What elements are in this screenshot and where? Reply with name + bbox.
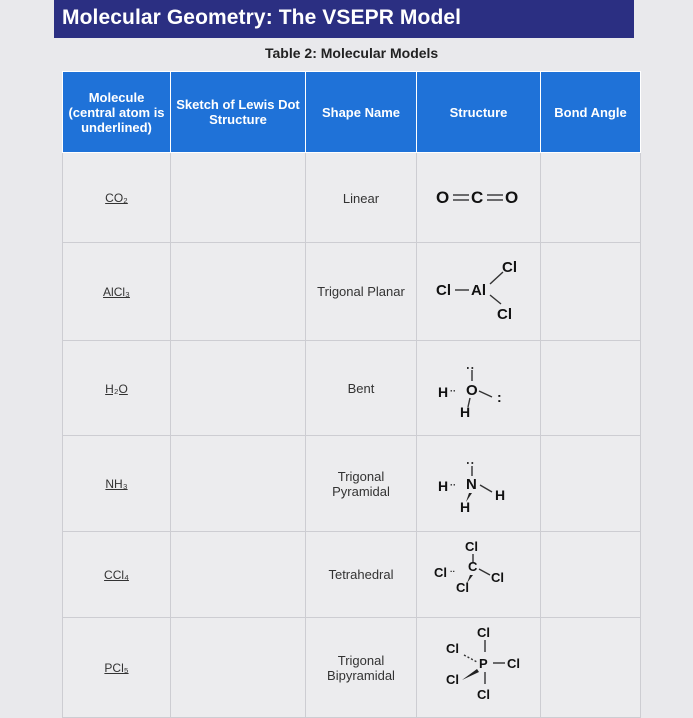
structure-cell [417, 618, 541, 718]
header-bond-angle: Bond Angle [541, 72, 641, 153]
atom-cl-left: Cl [435, 282, 451, 299]
atom-cl-bottom: Cl [496, 306, 512, 323]
molecule-ccl4: CCl₄ [104, 568, 129, 582]
svg-text::: : [463, 461, 478, 465]
structure-co2 [424, 176, 534, 216]
bond-angle-cell[interactable] [541, 243, 641, 341]
molecule-pcl5: PCl₅ [104, 661, 129, 675]
shape-bent: Bent [347, 381, 375, 396]
table-row-ccl4 [63, 532, 641, 618]
molecular-models-table [62, 71, 641, 718]
atom-cl-bottom: Cl [476, 687, 490, 702]
structure-nh3 [424, 444, 534, 520]
shape-trigonal-pyramidal: Trigonal Pyramidal [332, 468, 390, 499]
bond-angle-cell[interactable] [541, 153, 641, 243]
molecule-cell [63, 243, 171, 341]
svg-text::: : [496, 388, 502, 405]
atom-cl-bottom: Cl [455, 580, 469, 595]
shape-cell [306, 532, 417, 618]
shape-linear: Linear [342, 191, 380, 206]
table-row-co2 [63, 153, 641, 243]
atom-h-left: H [437, 383, 448, 400]
bond-angle-cell[interactable] [541, 618, 641, 718]
molecule-h2o: H₂O [105, 381, 128, 396]
structure-ccl4 [424, 535, 534, 611]
shape-cell [306, 153, 417, 243]
atom-h-right: H [494, 487, 505, 503]
svg-text:··: ·· [449, 567, 455, 576]
structure-cell [417, 436, 541, 532]
atom-cl-right: Cl [506, 656, 520, 671]
shape-cell [306, 436, 417, 532]
atom-p: P [478, 656, 488, 671]
shape-cell [306, 243, 417, 341]
atom-cl-upper-left: Cl [445, 641, 459, 656]
shape-cell [306, 618, 417, 718]
lewis-sketch-cell[interactable] [171, 436, 306, 532]
bond-angle-cell[interactable] [541, 341, 641, 436]
atom-cl-top: Cl [464, 539, 478, 554]
atom-c: C [467, 559, 477, 574]
atom-c: C [470, 188, 483, 207]
bond-angle-cell[interactable] [541, 532, 641, 618]
shape-trigonal-planar: Trigonal Planar [317, 284, 405, 299]
structure-cell [417, 532, 541, 618]
header-shape: Shape Name [306, 72, 417, 153]
lewis-sketch-cell[interactable] [171, 341, 306, 436]
molecule-cell [63, 532, 171, 618]
table-header-row [63, 72, 641, 153]
lewis-sketch-cell[interactable] [171, 243, 306, 341]
atom-h-bottom: H [459, 499, 470, 515]
structure-alcl3 [424, 252, 534, 328]
atom-o: O [465, 381, 478, 399]
atom-n: N [465, 476, 477, 493]
structure-cell [417, 243, 541, 341]
molecule-cell [63, 341, 171, 436]
atom-cl-top: Cl [501, 259, 517, 276]
atom-h-left: H [437, 478, 448, 494]
header-sketch: Sketch of Lewis Dot Structure [171, 72, 306, 153]
bond-angle-cell[interactable] [541, 436, 641, 532]
svg-text:··: ·· [449, 480, 456, 490]
atom-o-right: O [504, 188, 518, 207]
shape-trigonal-bipyramidal: Trigonal Bipyramidal [327, 652, 395, 683]
lewis-sketch-cell[interactable] [171, 532, 306, 618]
structure-pcl5 [424, 622, 534, 710]
atom-cl-right: Cl [490, 570, 504, 585]
atom-cl-lower-left: Cl [445, 672, 459, 687]
shape-tetrahedral: Tetrahedral [328, 567, 394, 582]
molecule-cell [63, 618, 171, 718]
header-molecule: Molecule (central atom is underlined) [63, 72, 171, 153]
shape-cell [306, 341, 417, 436]
structure-cell [417, 341, 541, 436]
molecule-nh3: NH₃ [105, 477, 128, 491]
molecule-cell [63, 436, 171, 532]
lewis-sketch-cell[interactable] [171, 618, 306, 718]
structure-h2o [424, 347, 534, 427]
atom-cl-left: Cl [433, 565, 447, 580]
atom-al: Al [470, 282, 486, 299]
atom-o-left: O [435, 188, 449, 207]
atom-cl-top: Cl [476, 625, 490, 640]
molecule-alcl3: AlCl₃ [103, 285, 130, 299]
page-title: Molecular Geometry: The VSEPR Model [62, 6, 462, 29]
table-row-pcl5 [63, 618, 641, 718]
atom-h-bottom: H [459, 403, 470, 420]
molecule-co2: CO₂ [105, 191, 128, 205]
svg-text:··: ·· [449, 385, 456, 396]
table-row-alcl3 [63, 243, 641, 341]
table-row-nh3 [63, 436, 641, 532]
svg-text::: : [463, 365, 478, 370]
table-caption: Table 2: Molecular Models [265, 45, 439, 61]
structure-cell [417, 153, 541, 243]
molecule-cell [63, 153, 171, 243]
header-structure: Structure [417, 72, 541, 153]
table-row-h2o [63, 341, 641, 436]
lewis-sketch-cell[interactable] [171, 153, 306, 243]
